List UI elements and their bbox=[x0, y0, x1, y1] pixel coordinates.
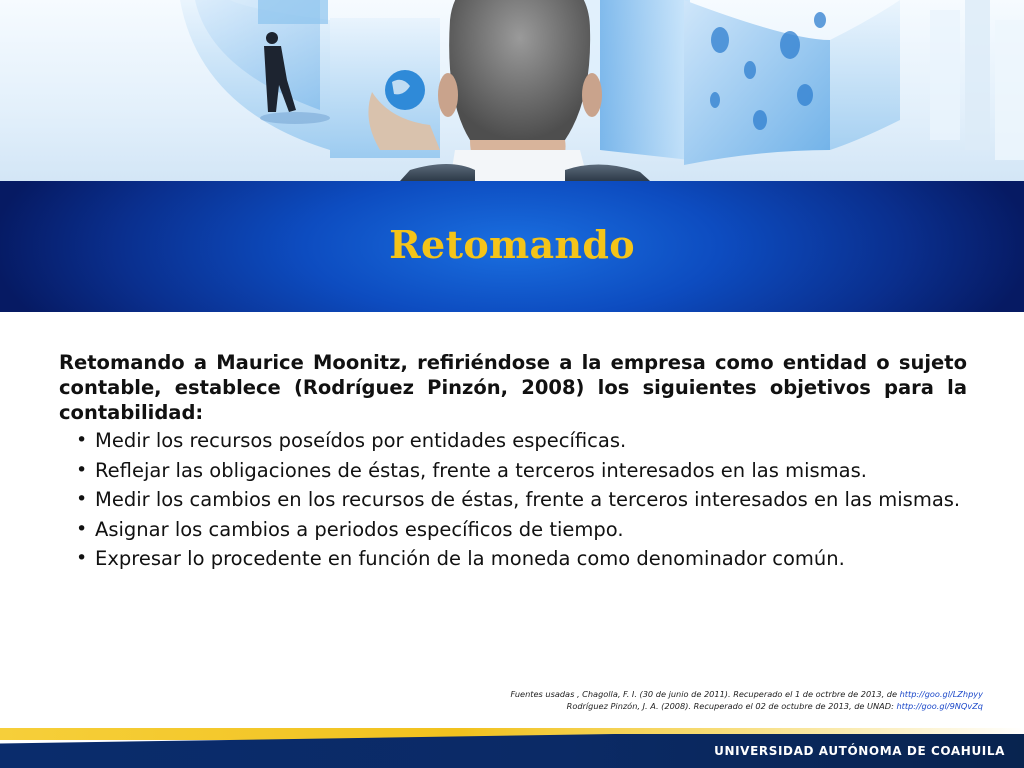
list-item bbox=[59, 456, 967, 486]
reference-link[interactable]: http://goo.gl/LZhpyy bbox=[899, 689, 983, 699]
header-photo-collage bbox=[0, 0, 1024, 181]
list-item-text: Reflejar las obligaciones de éstas, frente a terceros interesados en las mismas. bbox=[95, 458, 867, 482]
bullet-icon: • bbox=[76, 458, 88, 481]
intro-paragraph: Retomando a Maurice Moonitz, refiriéndose a la empresa como entidad o sujeto contable, establece (Rodríguez Pinzón, 2008) los siguientes objetivos para la contabilidad: bbox=[59, 351, 967, 424]
slide-body bbox=[59, 350, 967, 574]
reference-line bbox=[510, 688, 983, 700]
bullet-icon: • bbox=[76, 429, 88, 451]
list-item-text: Asignar los cambios a periodos específicos de tiempo. bbox=[95, 517, 624, 541]
list-item-text: Expresar lo procedente en función de la moneda como denominador común. bbox=[95, 547, 845, 570]
references bbox=[510, 688, 983, 712]
bullet-icon: • bbox=[76, 547, 88, 569]
bullet-icon: • bbox=[76, 488, 88, 510]
header-illustration bbox=[0, 0, 1024, 181]
reference-text: Rodríguez Pinzón, J. A. (2008). Recuperado el 02 de octubre de 2013, de UNAD: bbox=[566, 701, 897, 711]
institution-name: UNIVERSIDAD AUTÓNOMA DE COAHUILA bbox=[714, 744, 1005, 758]
list-item-text: Medir los cambios en los recursos de éstas, frente a terceros interesados en las mismas. bbox=[95, 488, 961, 511]
reference-link[interactable]: http://goo.gl/9NQvZq bbox=[896, 701, 983, 711]
reference-text: Fuentes usadas , Chagolla, F. I. (30 de junio de 2011). Recuperado el 1 de octrbre de 2013, de bbox=[510, 689, 900, 699]
list-item bbox=[59, 544, 967, 574]
list-item bbox=[59, 426, 967, 456]
list-item bbox=[59, 485, 967, 515]
bullet-icon: • bbox=[76, 517, 88, 540]
list-item bbox=[59, 515, 967, 545]
objectives-list bbox=[59, 426, 967, 574]
slide-title: Retomando bbox=[389, 222, 635, 267]
reference-line bbox=[510, 700, 983, 712]
list-item-text: Medir los recursos poseídos por entidades específicas. bbox=[95, 429, 627, 452]
